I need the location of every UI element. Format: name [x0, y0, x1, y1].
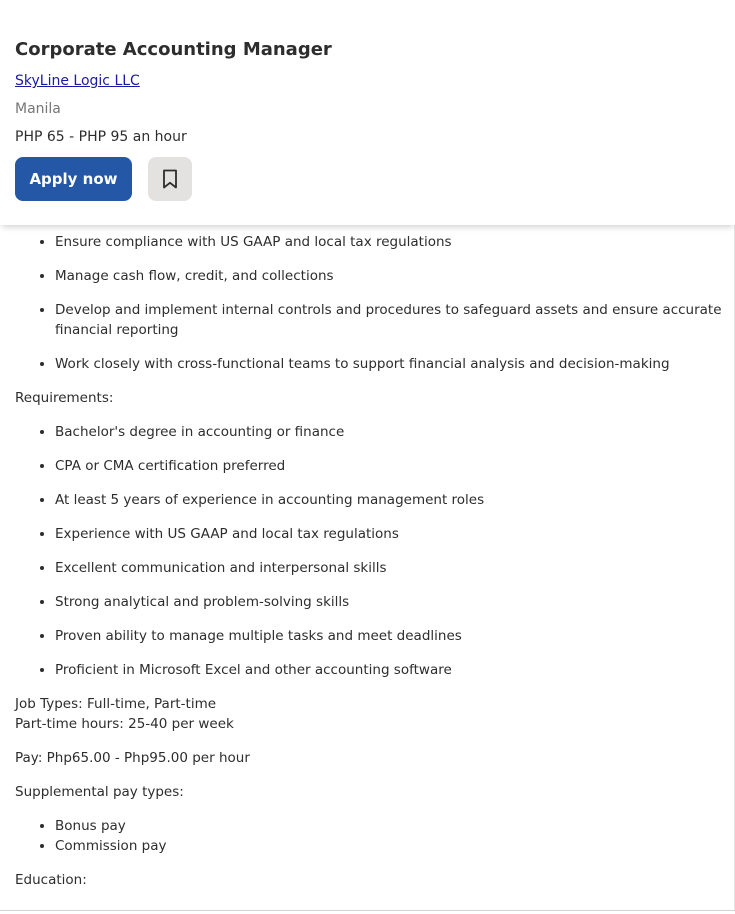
education-heading: Education:: [15, 872, 87, 888]
bookmark-icon: [162, 169, 178, 189]
list-item: • Experience with US GAAP and local tax regulations: [55, 524, 725, 544]
pane-bottom-border: [0, 910, 735, 911]
list-item: • Work closely with cross-functional teams to support financial analysis and decision-making: [55, 354, 725, 374]
supplemental-list: [15, 816, 725, 856]
apply-now-button[interactable]: Apply now: [15, 157, 132, 201]
save-job-button[interactable]: [148, 157, 192, 201]
list-item: • Develop and implement internal controls and procedures to safeguard assets and ensure accurate financial reporting: [55, 300, 725, 340]
list-item: • Bonus pay: [55, 816, 725, 836]
list-item: • At least 5 years of experience in accounting management roles: [55, 490, 725, 510]
job-header: [0, 0, 735, 225]
company-link[interactable]: SkyLine Logic LLC: [15, 73, 140, 89]
job-description: [15, 212, 725, 904]
requirements-list: [15, 422, 725, 680]
job-types-block: [15, 694, 725, 734]
job-types: Job Types: Full-time, Part-time: [15, 696, 217, 712]
list-item: • Excellent communication and interpersonal skills: [55, 558, 725, 578]
pay-line: Pay: Php65.00 - Php95.00 per hour: [15, 750, 250, 766]
list-item: • Bachelor's degree in accounting or finance: [55, 422, 725, 442]
job-salary: PHP 65 - PHP 95 an hour: [15, 129, 187, 145]
job-location: Manila: [15, 101, 61, 117]
list-item: • Commission pay: [55, 836, 725, 856]
part-time-hours: Part-time hours: 25-40 per week: [15, 716, 234, 732]
list-item: • Manage cash flow, credit, and collections: [55, 266, 725, 286]
list-item: • Ensure compliance with US GAAP and local tax regulations: [55, 232, 725, 252]
responsibilities-list: [15, 232, 725, 374]
list-item: • CPA or CMA certification preferred: [55, 456, 725, 476]
list-item: • Proficient in Microsoft Excel and other accounting software: [55, 660, 725, 680]
job-title: Corporate Accounting Manager: [15, 39, 332, 60]
supplemental-heading: Supplemental pay types:: [15, 784, 184, 800]
requirements-heading: Requirements:: [15, 390, 114, 406]
list-item: • Proven ability to manage multiple tasks and meet deadlines: [55, 626, 725, 646]
list-item: • Strong analytical and problem-solving skills: [55, 592, 725, 612]
